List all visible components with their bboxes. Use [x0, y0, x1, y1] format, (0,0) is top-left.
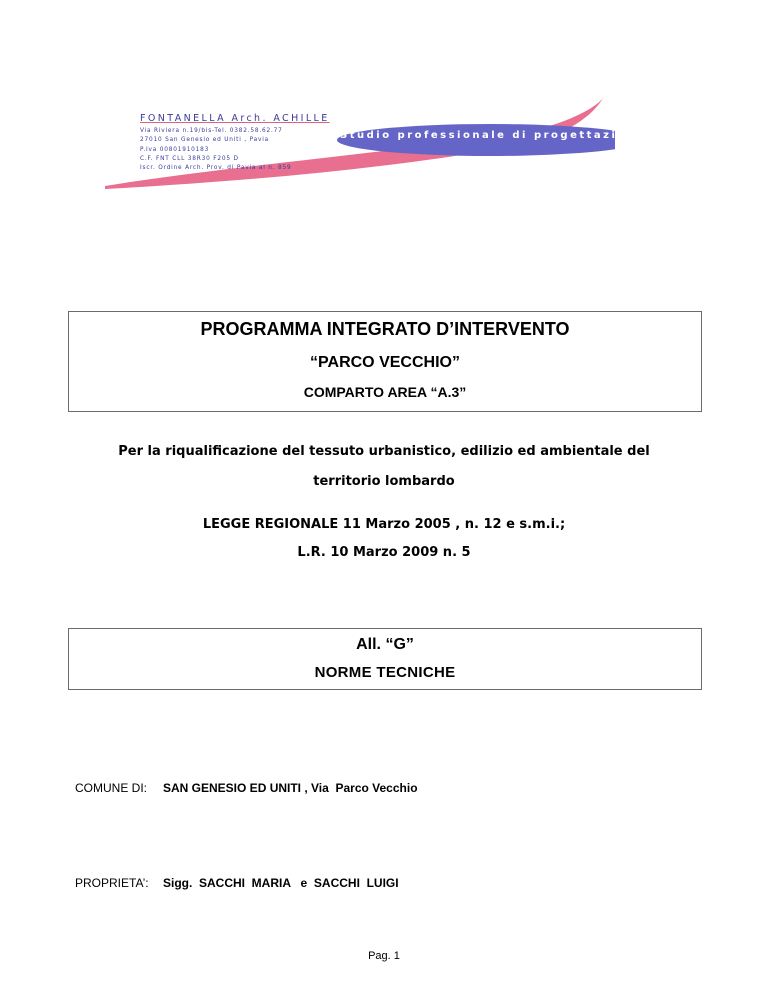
studio-tagline: Studio professionale di progettazione [340, 130, 646, 141]
letterhead [105, 90, 646, 200]
proprieta-value: Sigg. SACCHI MARIA e SACCHI LUIGI [163, 876, 399, 890]
comparto-label: COMPARTO AREA “A.3” [303, 384, 467, 400]
address-line: 27010 San Genesio ed Uniti , Pavia [140, 137, 269, 144]
document-subtitle: “PARCO VECCHIO” [310, 354, 460, 371]
comune-label: COMUNE DI: [75, 781, 147, 795]
purpose-line-1: Per la riqualificazione del tessuto urbanistico, edilizio ed ambientale del [118, 444, 650, 459]
address-line: Via Riviera n.19/bis-Tel. 0382.58.62.77 [140, 128, 283, 134]
attachment-label: All. “G” [356, 636, 414, 653]
address-line: P.Iva 00801910183 [140, 146, 210, 153]
proprieta-label: PROPRIETA’: [75, 876, 149, 890]
attachment-title: NORME TECNICHE [314, 664, 456, 681]
law-line-1: LEGGE REGIONALE 11 Marzo 2005 , n. 12 e s.m.i.; [202, 517, 566, 532]
page-number: Pag. 1 [368, 950, 400, 962]
document-title: PROGRAMMA INTEGRATO D’INTERVENTO [200, 319, 570, 339]
architect-name: FONTANELLA Arch. ACHILLE [140, 113, 330, 124]
purpose-line-2: territorio lombardo [313, 474, 455, 489]
law-line-2: L.R. 10 Marzo 2009 n. 5 [297, 545, 471, 560]
comune-value: SAN GENESIO ED UNITI , Via Parco Vecchio [163, 781, 418, 795]
attachment-box [68, 628, 702, 690]
address-line: Iscr. Ordine Arch. Prov. di Pavia al n. 859 [140, 165, 292, 172]
letterhead-address [140, 127, 292, 173]
address-line: C.F. FNT CLL 38R30 F205 D [140, 155, 239, 162]
title-box [68, 311, 702, 412]
